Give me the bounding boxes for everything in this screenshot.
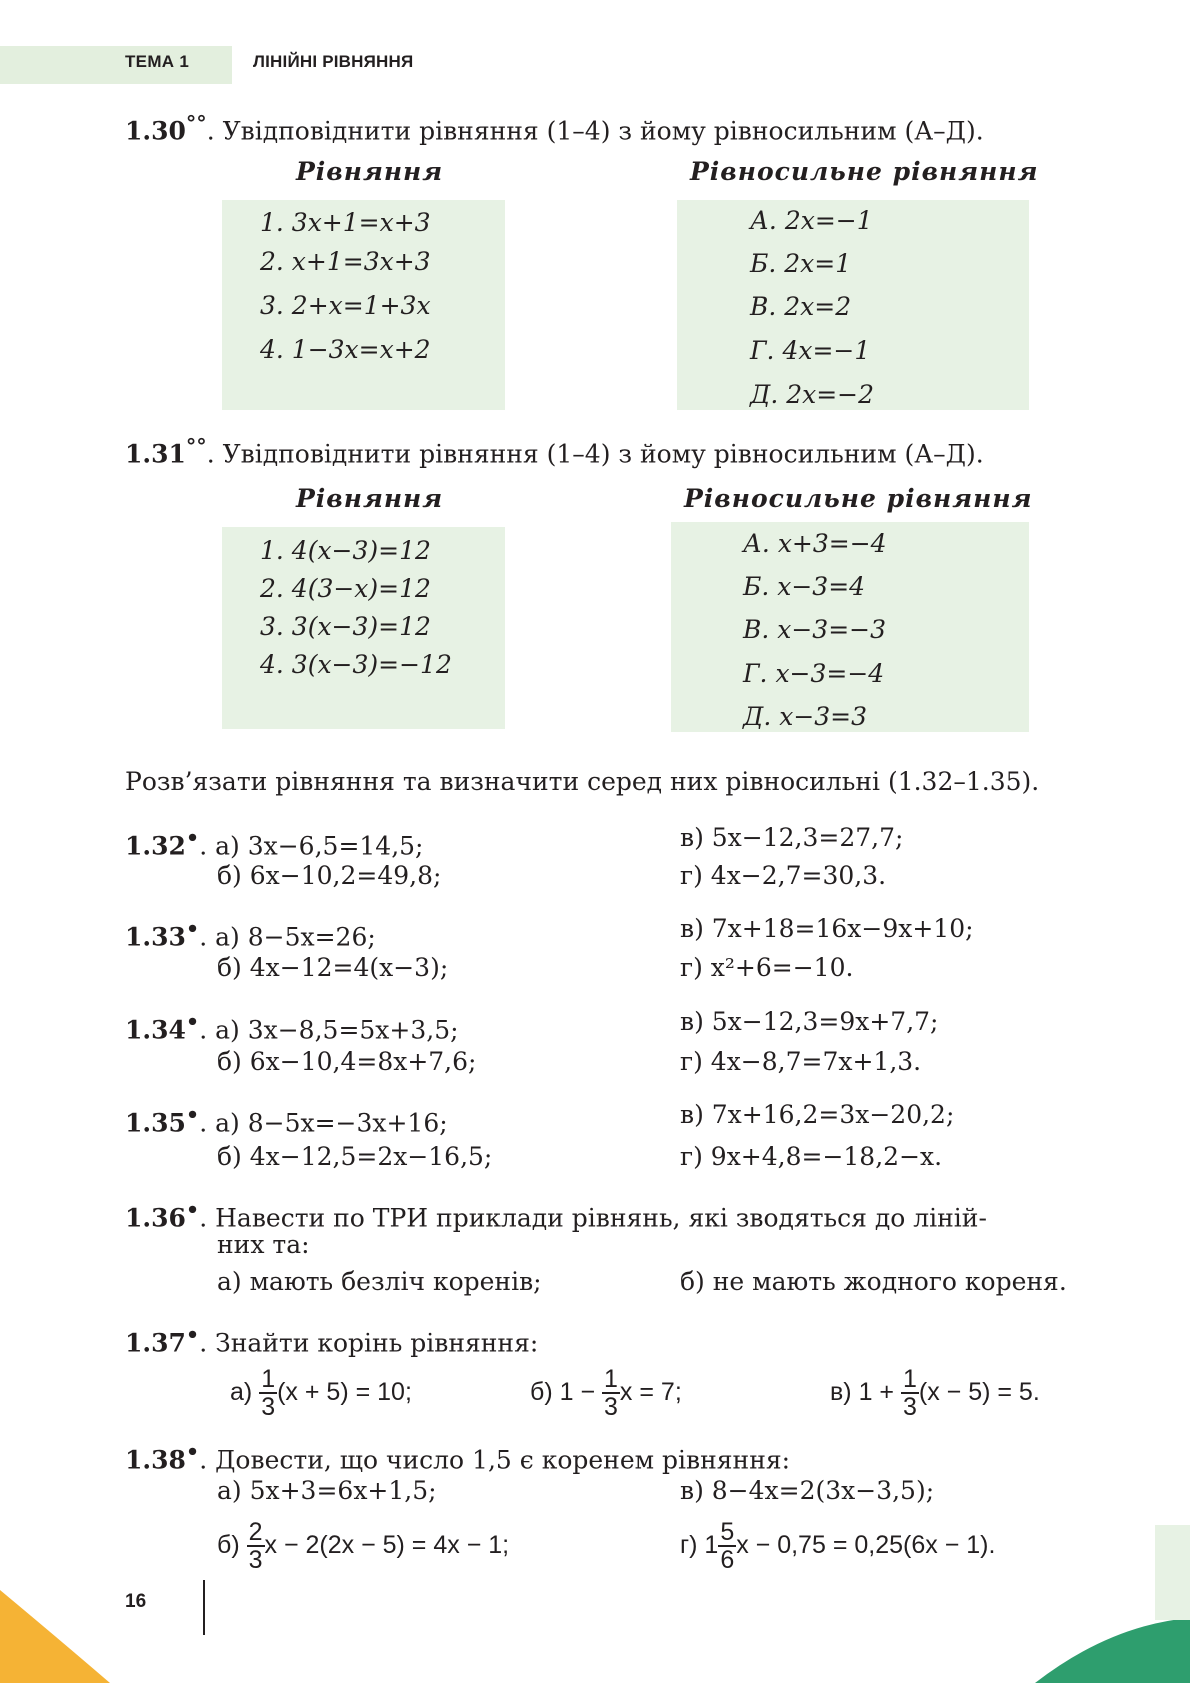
- equation-item: 1. 3x+1=x+3: [260, 208, 431, 237]
- subitem-b: б) 6x−10,2=49,8;: [217, 861, 442, 890]
- problem-number: 1.31: [125, 439, 186, 469]
- problem-number: 1.34: [125, 1015, 186, 1045]
- subitem-a: а) 8−5x=−3x+16;: [215, 1108, 448, 1138]
- problem-1-37: [125, 1320, 538, 1358]
- problem-1-38: [125, 1437, 790, 1475]
- header-tag-background: [0, 46, 232, 84]
- equation-item: 3. 3(x−3)=12: [260, 612, 431, 641]
- problem-1-32: 1.32•. а) 3x−6,5=14,5;: [125, 825, 424, 861]
- equation-item: 4. 1−3x=x+2: [260, 335, 431, 364]
- equivalent-item: Б. 2x=1: [750, 249, 852, 278]
- subitem-v: в) 5x−12,3=9x+7,7;: [680, 1007, 939, 1036]
- subitem-g: г) 4x−8,7=7x+1,3.: [680, 1047, 922, 1076]
- subitem-b: б) 4x−12,5=2x−16,5;: [217, 1142, 493, 1171]
- subitem-a: а) 3x−8,5=5x+3,5;: [215, 1015, 459, 1045]
- problem-text: . Довести, що число 1,5 є коренем рівняння:: [199, 1445, 791, 1475]
- subitem-v: в) 7x+16,2=3x−20,2;: [680, 1100, 955, 1129]
- problem-number: 1.36: [125, 1203, 186, 1233]
- problem-1-34: 1.34•. а) 3x−8,5=5x+3,5;: [125, 1009, 459, 1045]
- fraction: $\frac{5}{6}$: [720, 1518, 735, 1575]
- side-green-shape: [1155, 1525, 1190, 1620]
- column-heading-equivalent: Рівносильне рівняння: [684, 484, 1033, 513]
- orange-corner-shape: [0, 1590, 110, 1683]
- problem-number: 1.30: [125, 116, 186, 146]
- equation-item: 2. 4(3−x)=12: [260, 574, 431, 603]
- subitem-b: б) 1 − $\frac{1}{3}$ x = 7;: [530, 1365, 682, 1422]
- topic-title: ЛІНІЙНІ РІВНЯННЯ: [253, 52, 414, 71]
- subitem-v: в) 5x−12,3=27,7;: [680, 823, 904, 852]
- problem-number: 1.38: [125, 1445, 186, 1475]
- subitem-g: г) 4x−2,7=30,3.: [680, 861, 887, 890]
- equation-item: 1. 4(x−3)=12: [260, 536, 431, 565]
- green-corner-shape: [1035, 1618, 1190, 1683]
- problem-1-30: [125, 108, 984, 146]
- subitem-b: б) не мають жодного кореня.: [680, 1267, 1067, 1296]
- topic-tag: ТЕМА 1: [125, 52, 190, 71]
- difficulty-marker: •: [185, 916, 200, 941]
- subitem-a: а) 5x+3=6x+1,5;: [217, 1476, 437, 1505]
- subitem-v: в) 1 + $\frac{1}{3}$ (x − 5) = 5.: [830, 1365, 1040, 1422]
- problem-number: 1.32: [125, 831, 186, 861]
- difficulty-marker: •: [185, 1439, 200, 1464]
- equivalent-item: А. x+3=−4: [743, 529, 887, 558]
- problem-1-35: 1.35•. а) 8−5x=−3x+16;: [125, 1102, 448, 1138]
- problem-number: 1.35: [125, 1108, 186, 1138]
- difficulty-marker: •: [185, 1102, 200, 1127]
- subitem-g: г) 9x+4,8=−18,2−x.: [680, 1142, 943, 1171]
- problem-1-33: 1.33•. а) 8−5x=26;: [125, 916, 376, 952]
- equivalent-item: В. 2x=2: [750, 292, 852, 321]
- difficulty-marker: °°: [185, 433, 207, 458]
- problem-text: . Увідповіднити рівняння (1–4) з йому рівносильним (А–Д).: [206, 439, 984, 469]
- subitem-a: а) $\frac{1}{3}$ (x + 5) = 10;: [230, 1365, 412, 1422]
- difficulty-marker: °°: [185, 110, 207, 135]
- column-heading-equations: Рівняння: [296, 484, 444, 513]
- subitem-a: а) 8−5x=26;: [215, 922, 376, 952]
- problem-1-31: [125, 431, 984, 469]
- equivalent-item: Г. 4x=−1: [750, 336, 871, 365]
- difficulty-marker: •: [185, 825, 200, 850]
- equivalent-item: В. x−3=−3: [743, 615, 887, 644]
- problem-number: 1.37: [125, 1328, 186, 1358]
- subitem-a: а) 3x−6,5=14,5;: [215, 831, 424, 861]
- column-heading-equivalent: Рівносильне рівняння: [690, 157, 1039, 186]
- equation-item: 4. 3(x−3)=−12: [260, 650, 452, 679]
- fraction: $\frac{1}{3}$: [902, 1365, 917, 1422]
- problem-text: . Знайти корінь рівняння:: [199, 1328, 539, 1358]
- page-number: 16: [125, 1591, 147, 1612]
- fraction: $\frac{1}{3}$: [261, 1365, 276, 1422]
- problem-number: 1.33: [125, 922, 186, 952]
- difficulty-marker: •: [185, 1197, 200, 1222]
- subitem-b: б) 6x−10,4=8x+7,6;: [217, 1047, 477, 1076]
- subitem-b: б) 4x−12=4(x−3);: [217, 953, 449, 982]
- footer-divider: [203, 1580, 205, 1635]
- subitem-v: в) 7x+18=16x−9x+10;: [680, 914, 974, 943]
- instruction-text: Розв’язати рівняння та визначити серед них рівносильні (1.32–1.35).: [125, 767, 1040, 796]
- equivalent-item: Д. 2x=−2: [750, 380, 875, 409]
- column-heading-equations: Рівняння: [296, 157, 444, 186]
- equation-item: 2. x+1=3x+3: [260, 247, 431, 276]
- equivalent-item: Б. x−3=4: [743, 572, 866, 601]
- problem-text: . Навести по ТРИ приклади рівнянь, які зводяться до ліній-: [199, 1203, 987, 1233]
- problem-text-continued: них та:: [217, 1230, 310, 1259]
- equivalent-item: Д. x−3=3: [743, 702, 868, 731]
- difficulty-marker: •: [185, 1009, 200, 1034]
- problem-1-36: [125, 1195, 987, 1233]
- fraction: $\frac{1}{3}$: [604, 1365, 618, 1422]
- subitem-b: б) $\frac{2}{3}$ x − 2(2x − 5) = 4x − 1;: [217, 1518, 510, 1575]
- problem-text: . Увідповіднити рівняння (1–4) з йому рівносильним (А–Д).: [206, 116, 984, 146]
- equivalent-item: Г. x−3=−4: [743, 659, 885, 688]
- subitem-v: в) 8−4x=2(3x−3,5);: [680, 1476, 935, 1505]
- equation-item: 3. 2+x=1+3x: [260, 291, 431, 320]
- subitem-g: г) 1 $\frac{5}{6}$ x − 0,75 = 0,25(6x − 1).: [680, 1518, 996, 1575]
- difficulty-marker: •: [185, 1322, 200, 1347]
- subitem-g: г) x²+6=−10.: [680, 953, 854, 982]
- equivalent-item: А. 2x=−1: [750, 206, 873, 235]
- fraction: $\frac{2}{3}$: [248, 1518, 263, 1575]
- subitem-a: а) мають безліч коренів;: [217, 1267, 542, 1296]
